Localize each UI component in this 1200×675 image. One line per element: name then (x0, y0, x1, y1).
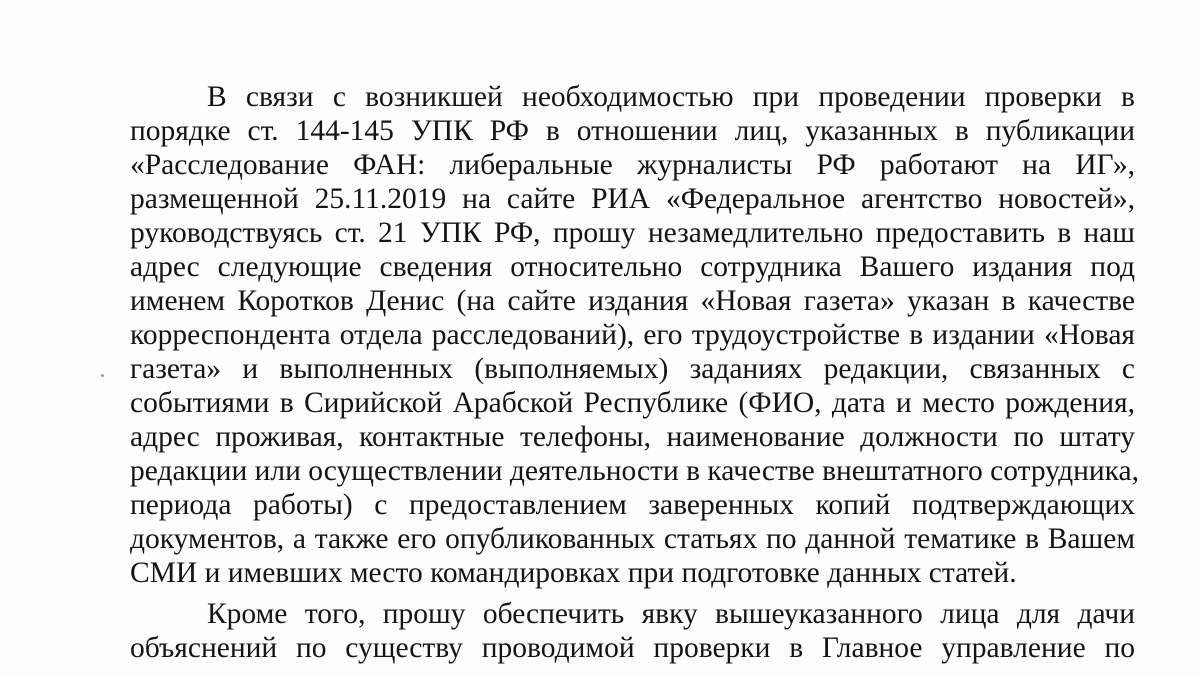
paragraph-line: Кроме того, прошу обеспечить явку вышеуказанного лица для дачи (207, 598, 1135, 630)
document-text (130, 80, 1140, 665)
paragraph-line: газета» и выполненных (выполняемых) заданиях редакции, связанных с (130, 353, 1135, 385)
paragraph-line: В связи с возникшей необходимостью при проведении проверки в (207, 81, 1135, 113)
paragraph-line: корреспондента отдела расследований), его трудоустройстве в издании «Новая (130, 319, 1135, 351)
paragraph-2 (130, 597, 1135, 665)
paragraph-line: адрес проживая, контактные телефоны, наименование должности по штату (130, 421, 1135, 453)
paragraph-line: событиями в Сирийской Арабской Республике (ФИО, дата и место рождения, (130, 387, 1135, 419)
paragraph-1 (130, 80, 1140, 590)
paragraph-line: именем Коротков Денис (на сайте издания «Новая газета» указан в качестве (130, 285, 1135, 317)
paragraph-line: адрес следующие сведения относительно сотрудника Вашего издания под (130, 251, 1135, 283)
paragraph-line: периода работы) с предоставлением заверенных копий подтверждающих (130, 489, 1135, 521)
paragraph-line: документов, а также его опубликованных статьях по данной тематике в Вашем (130, 523, 1135, 555)
paragraph-line: руководствуясь ст. 21 УПК РФ, прошу незамедлительно предоставить в наш (130, 217, 1135, 249)
scan-speck (101, 374, 104, 377)
paragraph-line: объяснений по существу проводимой проверки в Главное управление по (130, 632, 1135, 664)
paragraph-line: СМИ и имевших место командировках при подготовке данных статей. (130, 557, 1017, 589)
paragraph-line: «Расследование ФАН: либеральные журналисты РФ работают на ИГ», (130, 149, 1135, 181)
paragraph-line: редакции или осуществлении деятельности в качестве внештатного сотрудника, (130, 455, 1140, 487)
paragraph-line: размещенной 25.11.2019 на сайте РИА «Федеральное агентство новостей», (130, 183, 1135, 215)
paragraph-line: порядке ст. 144-145 УПК РФ в отношении лиц, указанных в публикации (130, 115, 1135, 147)
